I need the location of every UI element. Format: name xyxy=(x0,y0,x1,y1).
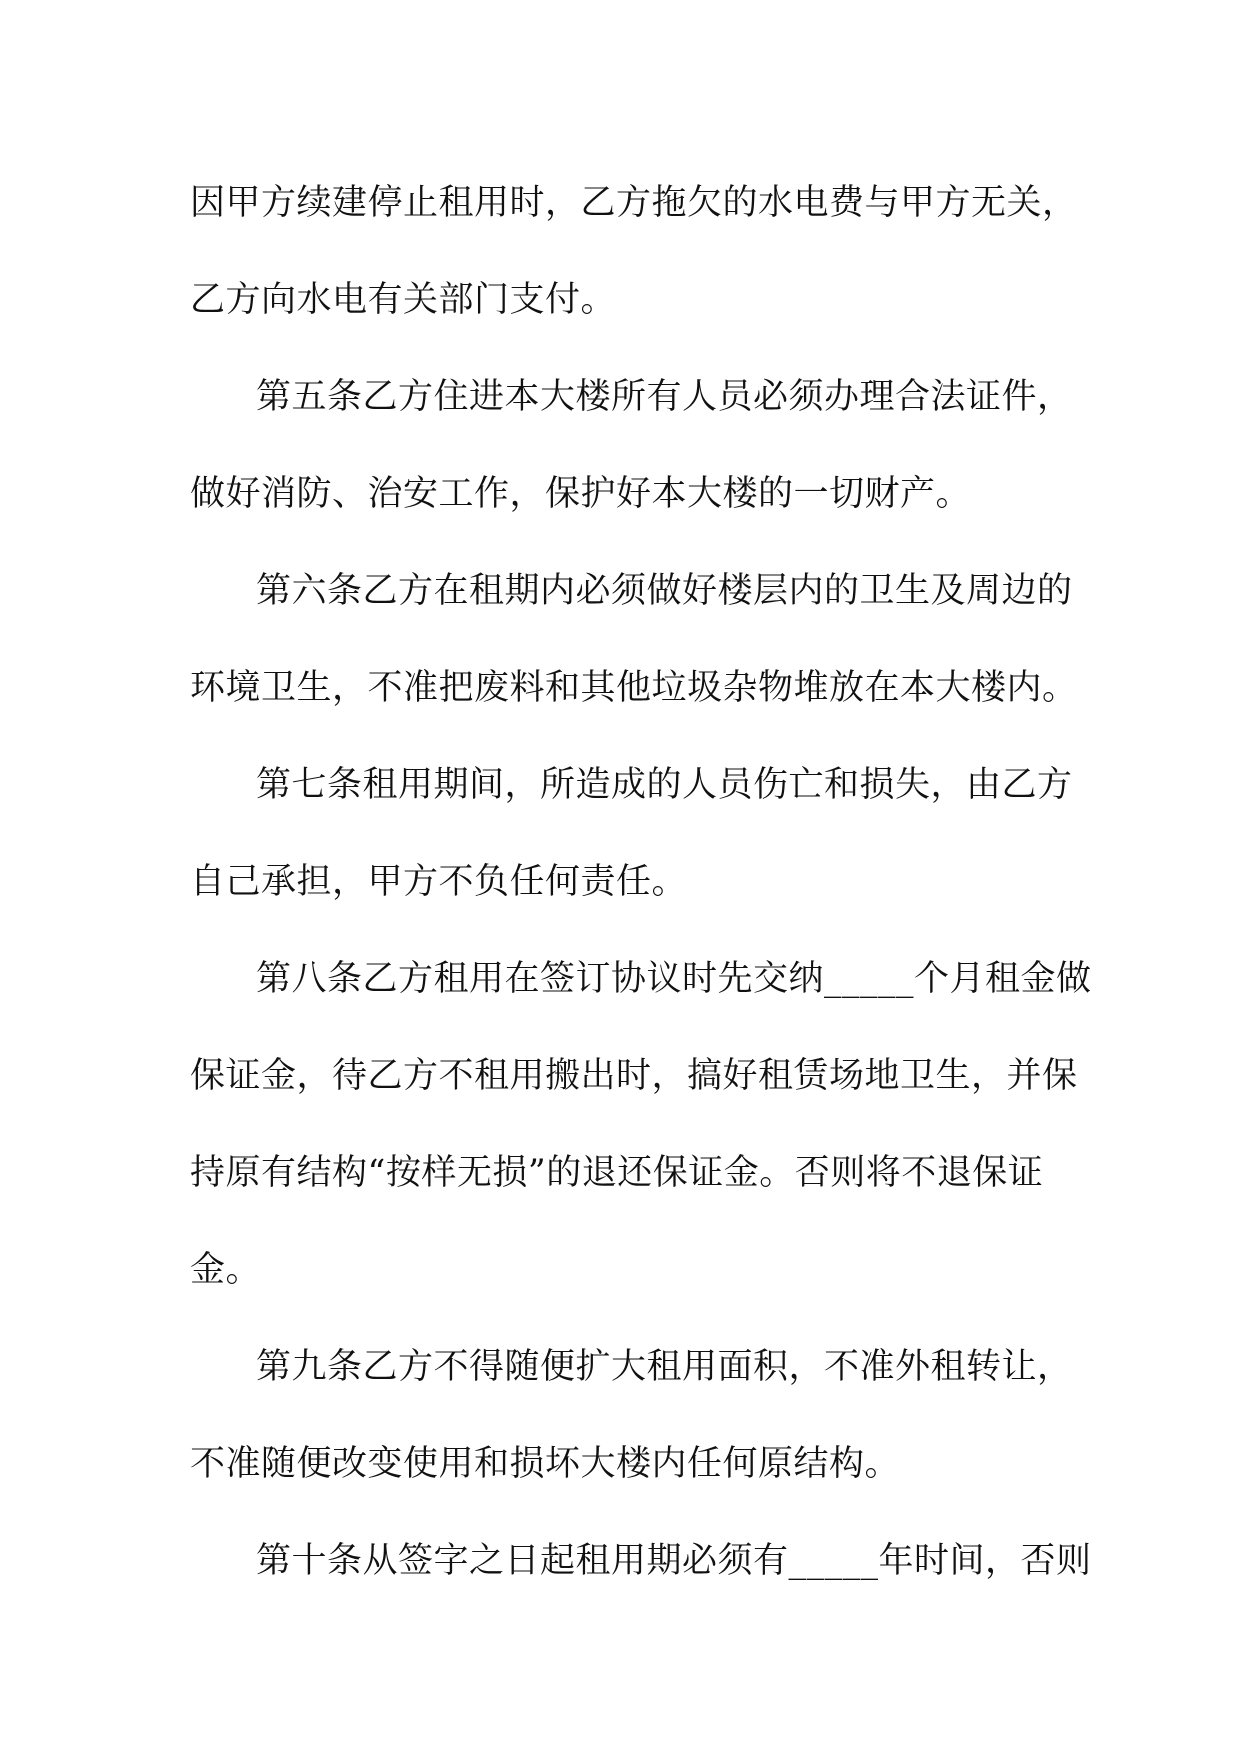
text-line: 乙方向水电有关部门支付。 xyxy=(190,280,617,320)
clause-6-line-1: 第六条乙方在租期内必须做好楼层内的卫生及周边的 xyxy=(256,571,1073,611)
text-line: 自己承担，甲方不负任何责任。 xyxy=(190,862,688,902)
text-line: 不准随便改变使用和损坏大楼内任何原结构。 xyxy=(190,1444,901,1484)
clause-9-line-1: 第九条乙方不得随便扩大租用面积，不准外租转让， xyxy=(256,1347,1073,1387)
text-line: 环境卫生，不准把废料和其他垃圾杂物堆放在本大楼内。 xyxy=(190,668,1078,708)
text-line: 因甲方续建停止租用时，乙方拖欠的水电费与甲方无关， xyxy=(190,183,1078,223)
clause-5-line-1: 第五条乙方住进本大楼所有人员必须办理合法证件， xyxy=(256,377,1073,417)
clause-8-line-1: 第八条乙方租用在签订协议时先交纳_____个月租金做 xyxy=(256,959,1092,999)
text-line: 金。 xyxy=(190,1250,262,1290)
text-line: 做好消防、治安工作，保护好本大楼的一切财产。 xyxy=(190,474,972,514)
clause-7-line-1: 第七条租用期间，所造成的人员伤亡和损失，由乙方 xyxy=(256,765,1073,805)
clause-10-line-1: 第十条从签字之日起租用期必须有_____年时间，否则 xyxy=(256,1541,1092,1581)
text-line: 保证金，待乙方不租用搬出时，搞好租赁场地卫生，并保 xyxy=(190,1056,1078,1096)
text-line: 持原有结构“按样无损”的退还保证金。否则将不退保证 xyxy=(190,1153,1044,1193)
